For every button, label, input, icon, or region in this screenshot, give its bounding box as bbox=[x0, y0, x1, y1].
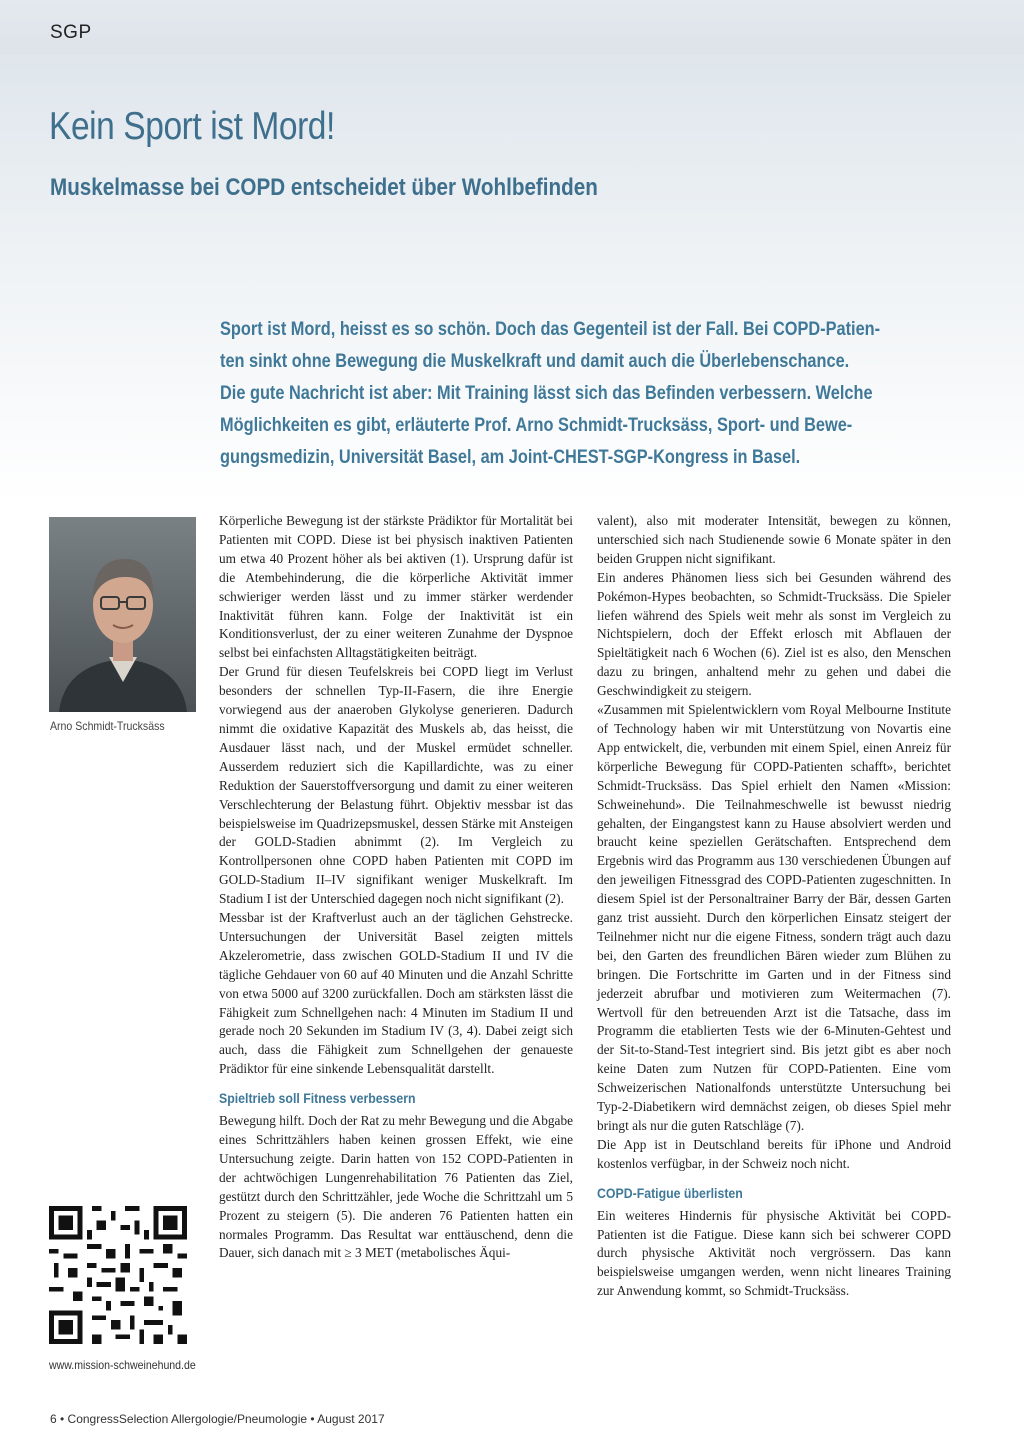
qr-url-link[interactable]: www.mission-schweinehund.de bbox=[49, 1358, 196, 1372]
qr-code-icon bbox=[49, 1206, 187, 1344]
qr-code[interactable] bbox=[49, 1206, 187, 1344]
paragraph: Die App ist in Deutschland bereits für iPhone und Android kostenlos verfügbar, in der Schweiz noch nicht. bbox=[597, 1136, 951, 1171]
paragraph: «Zusammen mit Spielentwicklern vom Royal Melbourne Institute of Technology haben wir mit Unterstützung von Novartis eine App entwickelt, die, verbunden mit einem Spiel, einen Anreiz für körperliche Bewegung für COPD-Patienten schafft», berichtet Schmidt-Trucksäss. Das Spiel erhielt den Namen «Mission: Schweinehund». Die Teilnahmeschwelle ist bewusst niedrig gehalten, der Eingangstest kann zu Hause absolviert werden und braucht keine speziellen Gerätschaften. Entsprechend dem Ergebnis wird das Programm aus 130 verschiedenen Übungen auf den jeweiligen Fitnessgrad des COPD-Patienten zugeschnitten. In diesem Spiel ist der Personaltrainer Barry der Bär, dessen Garten ganz trist aussieht. Durch den körperlichen Einsatz steigert der Teilnehmer nicht nur die eigene Fitness, sondern trägt auch dazu bei, den Garten des freundlichen Bären wieder zum Blühen zu bringen. Die Fortschritte im Garten und in der Fitness sind jederzeit abrufbar und motivieren zum Weitermachen (7). Wertvoll für den betreuenden Arzt ist die Tatsache, dass im Programm die etablierten Tests wie der 6-Minuten-Gehtest und der Sit-to-Stand-Test integriert sind. Bis jetzt gibt es aber noch keine Daten zum Nutzen für COPD-Patienten. Eine vom Schweizerischen Nationalfonds unterstützte Untersuchung bei Typ-2-Diabetikern wird demnächst zeigen, ob dieses Spiel mehr bringt als nur die guten Ratschläge (7). bbox=[597, 702, 951, 1133]
lead-line: gungsmedizin, Universität Basel, am Joint-CHEST-SGP-Kongress in Basel. bbox=[220, 447, 801, 468]
lead-line: Möglichkeiten es gibt, erläuterte Prof. Arno Schmidt-Trucksäss, Sport- und Bewe- bbox=[220, 415, 853, 436]
article-title: Kein Sport ist Mord! bbox=[49, 105, 335, 148]
paragraph: Der Grund für diesen Teufelskreis bei COPD liegt im Verlust besonders der schnellen Typ-II-Fasern, die ihre Energie vorwiegend aus der anaeroben Glykolyse generieren. Dadurch nimmt die oxidative Kapazität des Muskels ab, das heisst, die Ausdauer lässt nach, und der Muskel ermüdet schneller. Ausserdem reduziert sich die Kapillardichte, was zu einer Reduktion der Sauerstoffversorgung und damit zu einer weiteren Verschlechterung der Belastung führt. Objektiv messbar ist das beispielsweise im Quadrizepsmuskel, dessen Stärke mit Ansteigen der GOLD-Stadien abnimmt (2). Im Vergleich zu Kontrollpersonen ohne COPD haben Patienten mit COPD im GOLD-Stadium II–IV signifikant weniger Muskelkraft. Im Stadium I ist der Unterschied dagegen noch nicht signifikant (2). bbox=[219, 664, 573, 907]
paragraph: Messbar ist der Kraftverlust auch an der täglichen Gehstrecke. Untersuchungen der Universität Basel zeigten mittels Akzelerometrie, dass zwischen GOLD-Stadium II und IV die tägliche Gehdauer von 60 auf 40 Minuten und die Anzahl Schritte von etwa 5000 auf 3200 zurückfallen. Doch am stärksten lässt die Fähigkeit zum Schnellgehen nach: 4 Minuten im Stadium II und gerade noch 20 Sekunden im Stadium IV (3, 4). Dabei zeigt sich auch, dass die Fähigkeit zum Schnellgehen der genaueste Prädiktor für eine sinkende Lebensqualität darstellt. bbox=[219, 910, 573, 1077]
lead-line: Sport ist Mord, heisst es so schön. Doch das Gegenteil ist der Fall. Bei COPD-Patien- bbox=[220, 319, 881, 340]
text-column-left bbox=[219, 512, 573, 1263]
section-heading: COPD-Fatigue überlisten bbox=[597, 1184, 743, 1201]
page-footer: 6 • CongressSelection Allergologie/Pneumologie • August 2017 bbox=[50, 1412, 385, 1426]
paragraph: Bewegung hilft. Doch der Rat zu mehr Bewegung und die Abgabe eines Schrittzählers haben keinen grossen Effekt, wie eine Untersuchung zeigte. Darin hatten von 152 COPD-Patienten in der achtwöchigen Lungenrehabilitation 76 Patienten das Ziel, gestützt durch den Schrittzähler, jede Woche die Schrittzahl um 5 Prozent zu steigern (5). Die anderen 76 Patienten hatten ein normales Programm. Das Resultat war enttäuschend, denn die Dauer, sich danach mit ≥ 3 MET (metabolisches Äqui- bbox=[219, 1113, 573, 1261]
lead-line: ten sinkt ohne Bewegung die Muskelkraft und damit auch die Überlebenschance. bbox=[220, 351, 850, 372]
section-header-bar bbox=[0, 0, 1024, 54]
paragraph: Ein anderes Phänomen liess sich bei Gesunden während des Pokémon-Hypes beobachten, so Schmidt-Trucksäss. Die Spieler liefen während des Spiels weit mehr als sonst im Vergleich zu Nichtspielern, doch der Effekt erlosch mit Abflauen der Spieltätigkeit nach 6 Wochen (6). Ziel ist es also, den Menschen dazu zu bringen, anhaltend mehr zu gehen und dabei die Geschwindigkeit zu steigern. bbox=[597, 569, 951, 699]
article-lead bbox=[220, 314, 951, 474]
paragraph: Körperliche Bewegung ist der stärkste Prädiktor für Mortalität bei Patienten mit COPD. Diese ist bei physisch inaktiven Patienten um etwa 40 Prozent höher als bei aktiven (1). Ursprung dafür ist die Atembehinderung, die die körperliche Aktivität immer schwieriger werden lässt und zu immer stärker werdender Inaktivität führen kann. Folge der Inaktivität ist ein Konditionsverlust, der zu einer weiteren Zunahme der Dyspnoe selbst bei einfachsten Alltagstätigkeiten beiträgt. bbox=[219, 513, 573, 661]
article-subtitle: Muskelmasse bei COPD entscheidet über Wohlbefinden bbox=[50, 174, 598, 201]
author-photo bbox=[49, 517, 196, 712]
lead-line: Die gute Nachricht ist aber: Mit Training lässt sich das Befinden verbessern. Welche bbox=[220, 383, 873, 404]
text-column-right bbox=[597, 512, 951, 1301]
section-heading: Spieltrieb soll Fitness verbessern bbox=[219, 1090, 416, 1107]
section-label: SGP bbox=[50, 22, 92, 43]
paragraph: Ein weiteres Hindernis für physische Aktivität bei COPD-Patienten ist die Fatigue. Diese kann sich bei schwerer COPD durch physische Aktivität noch vergrössern. Das kann beispielsweise umgangen werden, wenn nicht lineares Training zur Anwendung kommt, so Schmidt-Trucksäss. bbox=[597, 1207, 951, 1299]
portrait-image bbox=[49, 517, 196, 712]
paragraph: valent), also mit moderater Intensität, bewegen zu können, unterschied sich nach Studienende sowie 6 Monate später in den beiden Gruppen nicht signifikant. bbox=[597, 513, 951, 566]
photo-caption: Arno Schmidt-Trucksäss bbox=[50, 719, 165, 733]
